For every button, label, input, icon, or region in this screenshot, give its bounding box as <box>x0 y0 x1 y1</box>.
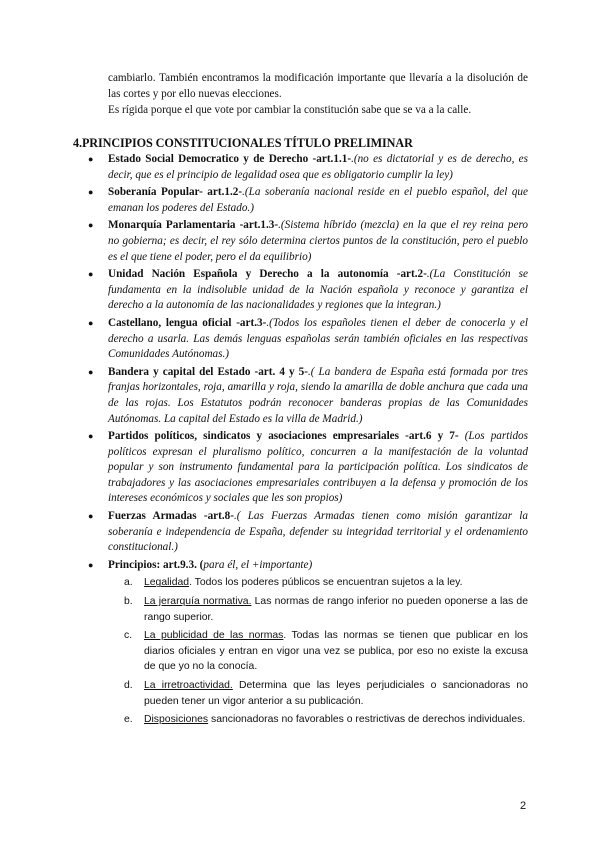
list-item <box>108 152 528 183</box>
sublist-term: Disposiciones <box>144 714 209 726</box>
item-heading: Bandera y capital del Estado -art. 4 y 5- <box>108 365 308 378</box>
sublist-marker: a. <box>124 577 133 589</box>
list-item <box>108 429 528 507</box>
sublist-marker: c. <box>124 630 133 642</box>
intro-paragraph <box>108 70 528 118</box>
item-heading: Unidad Nación Española y Derecho a la autonomía -art.2- <box>108 268 427 281</box>
list-item <box>108 509 528 556</box>
sublist-text: . Todas las normas se tienen que publicar en los diarios oficiales y entran en vigor una vez se publica, por eso no existe la excusa de que yo no la conocía. <box>144 630 529 673</box>
item-body: .( Las Fuerzas Armadas tienen como misión garantizar la soberanía e independencia de España, defender su integridad territorial y el ordenamiento constitucional.) <box>108 510 528 554</box>
item-body: .( La bandera de España está formada por tres franjas horizontales, roja, amarilla y roja, siendo la amarilla de doble anchura que cada una de las rojas. Los Estatutos podrán reconocer banderas propias de las Comunidades Autónomas. La capital del Estado es la villa de Madrid.) <box>108 365 528 425</box>
item-heading: Fuerzas Armadas -art.8- <box>108 510 234 523</box>
sublist-marker: e. <box>124 714 133 726</box>
item-heading: Monarquía Parlamentaria -art.1.3- <box>108 219 279 232</box>
sublist-item <box>108 575 528 591</box>
item-heading: Partidos políticos, sindicatos y asociaciones empresariales -art.6 y 7- <box>108 430 459 443</box>
item-body: .(Todos los españoles tienen el deber de conocerla y el derecho a usarla. Las demás lenguas españolas serán también oficiales en las respectivas Comunidades Autónomas.) <box>108 316 528 361</box>
section-title: 4.PRINCIPIOS CONSTITUCIONALES TÍTULO PRELIMINAR <box>73 136 413 150</box>
intro-line-2: Es rígida porque el que vote por cambiar la constitución sabe que se va a la calle. <box>108 104 472 116</box>
item-body: (Los partidos políticos expresan el pluralismo político, concurren a la manifestación de la voluntad popular y son instrumento fundamental para la participación política. Los sindicatos de trabajadores y las asociaciones empresariales contribuyen a la defensa y promoción de los intereses económicos y sociales que les son propios) <box>108 430 528 505</box>
item-body: .(La Constitución se fundamenta en la indisoluble unidad de la Nación española y reconoce y garantiza el derecho a la autonomía de las nacionalidades y regiones que la integran.) <box>108 268 529 312</box>
item-body: .(no es dictatorial y es de derecho, es decir, que es el principio de legalidad osea que es obligatorio cumplir la ley) <box>108 153 528 181</box>
sublist-item <box>108 594 528 625</box>
sublist-term: La jerarquía normativa. <box>144 596 252 608</box>
sublist-term: Legalidad <box>144 577 190 589</box>
sublist-text: Determina que las leyes perjudiciales o sancionadoras no pueden tener un vigor anterior a su publicación. <box>144 680 528 707</box>
sublist-item <box>108 628 528 675</box>
sublist-item <box>108 678 528 709</box>
sublist-term: La publicidad de las normas <box>144 630 284 642</box>
sublist-item <box>108 712 528 728</box>
sublist-marker: b. <box>124 596 133 608</box>
item-body: .(Sistema híbrido (mezcla) en la que el rey reina pero no gobierna; es decir, el rey sólo determina ciertos puntos de la constitución, pero el pueblo es el que tiene el poder, pero el da equilibrio) <box>108 219 529 263</box>
sublist-text: . Todos los poderes públicos se encuentran sujetos a la ley. <box>189 577 463 589</box>
item-heading: Estado Social Democratico y de Derecho -art.1.1- <box>108 153 352 165</box>
list-item <box>108 316 528 363</box>
intro-line-1: cambiarlo. También encontramos la modificación importante que llevaría a la disolución de las cortes y por ello nuevas elecciones. <box>108 72 528 100</box>
list-item-principios <box>108 558 528 728</box>
item-body: .(La soberanía nacional reside en el pueblo español, del que emanan los poderes del Estado.) <box>108 186 528 214</box>
principles-list <box>108 152 528 731</box>
list-item <box>108 267 528 314</box>
principios-sublist <box>108 575 528 727</box>
item-heading: Principios: art.9.3. ( <box>108 558 204 571</box>
sublist-text: sancionadoras no favorables o restrictivas de derechos individuales. <box>208 714 526 726</box>
sublist-text: Las normas de rango inferior no pueden oponerse a las de rango superior. <box>144 596 528 623</box>
item-heading: Soberanía Popular- art.1.2- <box>108 186 243 199</box>
sublist-term: La irretroactividad. <box>144 680 233 691</box>
list-item <box>108 365 528 427</box>
item-heading: Castellano, lengua oficial -art.3- <box>108 316 267 329</box>
list-item <box>108 185 528 216</box>
sublist-marker: d. <box>124 680 133 691</box>
page-number: 2 <box>520 800 527 812</box>
item-note: para él, el +importante) <box>203 558 313 571</box>
list-item <box>108 218 528 265</box>
